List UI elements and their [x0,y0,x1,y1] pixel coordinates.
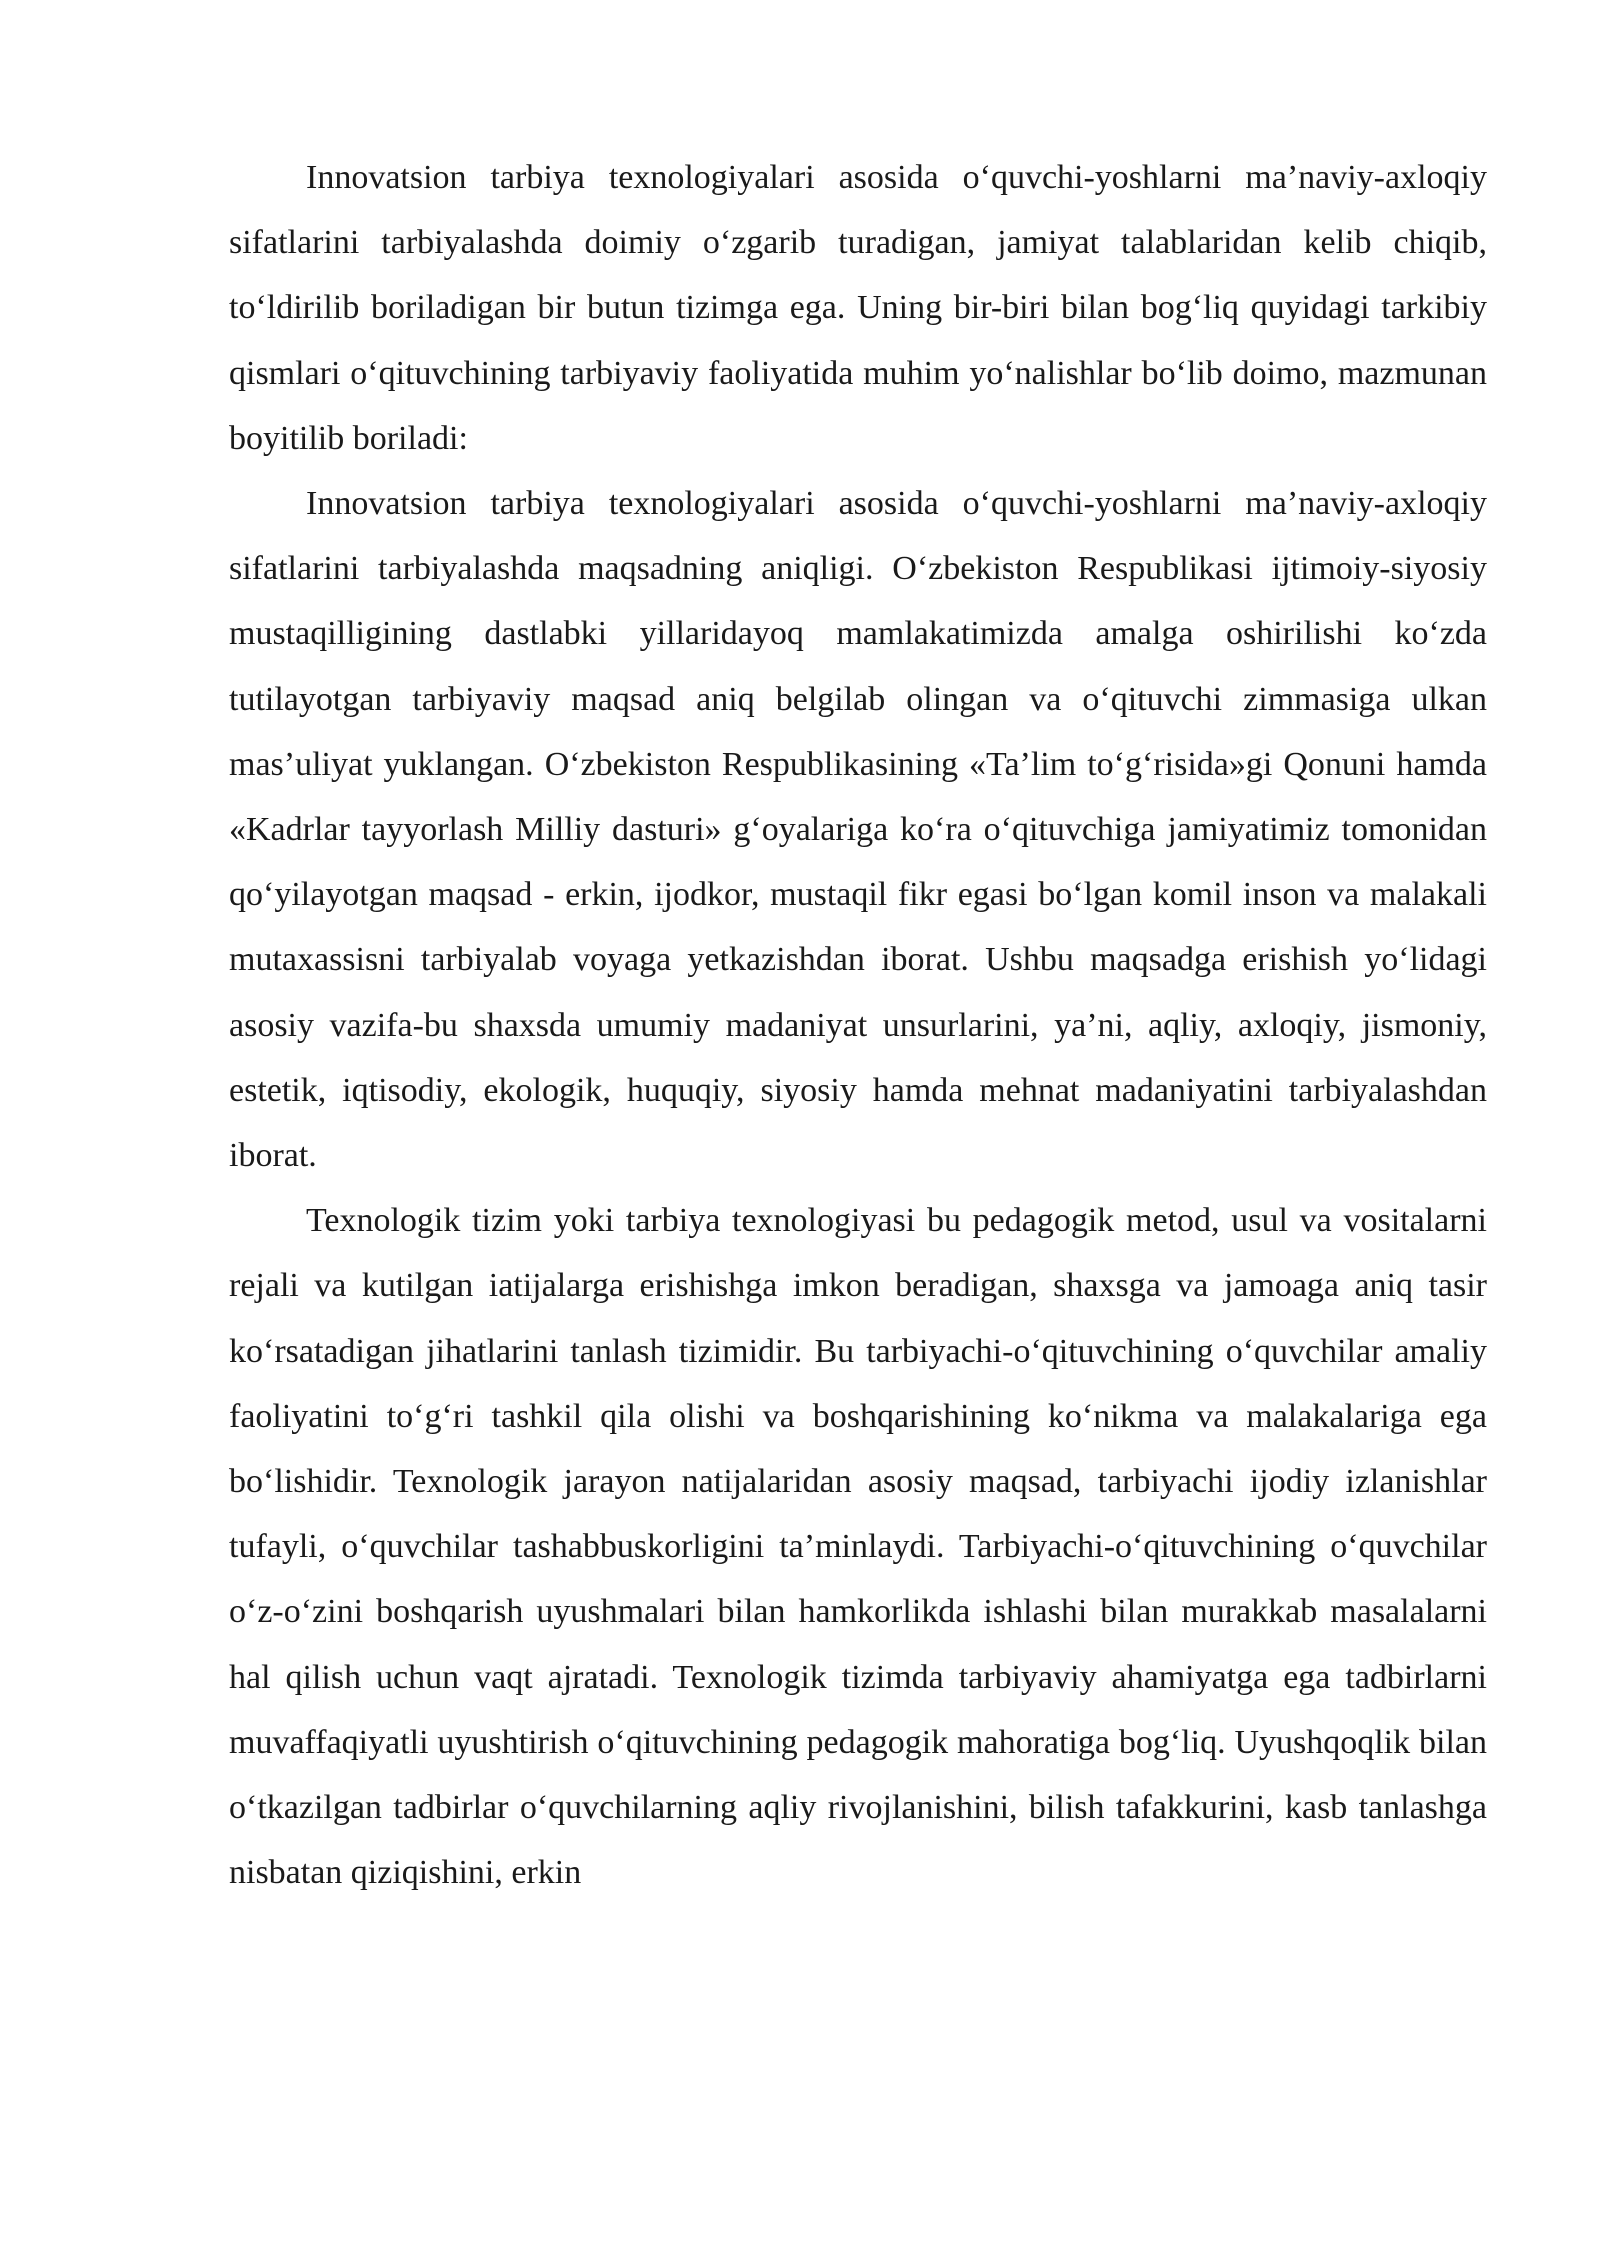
paragraph-goal-clarity: Innovatsion tarbiya texnologiyalari asosida o‘quvchi-yoshlarni ma’naviy-axloqiy sifatlarini tarbiyalashda maqsadning aniqligi. O‘zbekiston Respublikasi ijtimoiy-siyosiy mustaqilligining dastlabki yillaridayoq mamlakatimizda amalga oshirilishi ko‘zda tutilayotgan tarbiyaviy maqsad aniq belgilab olingan va o‘qituvchi zimmasiga ulkan mas’uliyat yuklangan. O‘zbekiston Respublikasining «Ta’lim to‘g‘risida»gi Qonuni hamda «Kadrlar tayyorlash Milliy dasturi» g‘oyalariga ko‘ra o‘qituvchiga jamiyatimiz tomonidan qo‘yilayotgan maqsad - erkin, ijodkor, mustaqil fikr egasi bo‘lgan komil inson va malakali mutaxassisni tarbiyalab voyaga yetkazishdan iborat. Ushbu maqsadga erishish yo‘lidagi asosiy vazifa-bu shaxsda umumiy madaniyat unsurlarini, ya’ni, aqliy, axloqiy, jismoniy, estetik, iqtisodiy, ekologik, huquqiy, siyosiy hamda mehnat madaniyatini tarbiyalashdan iborat. [229,485,1487,1175]
body-text [229,145,1487,1905]
paragraph-technological-system: Texnologik tizim yoki tarbiya texnologiyasi bu pedagogik metod, usul va vositalarni rejali va kutilgan iatijalarga erishishga imkon beradigan, shaxsga va jamoaga aniq tasir ko‘rsatadigan jihatlarini tanlash tizimidir. Bu tarbiyachi-o‘qituvchining o‘quvchilar amaliy faoliyatini to‘g‘ri tashkil qila olishi va boshqarishining ko‘nikma va malakalariga ega bo‘lishidir. Texnologik jarayon natijalaridan asosiy maqsad, tarbiyachi ijodiy izlanishlar tufayli, o‘quvchilar tashabbuskorligini ta’minlaydi. Tarbiyachi-o‘qituvchining o‘quvchilar o‘z-o‘zini boshqarish uyushmalari bilan hamkorlikda ishlashi bilan murakkab masalalarni hal qilish uchun vaqt ajratadi. Texnologik tizimda tarbiyaviy ahamiyatga ega tadbirlarni muvaffaqiyatli uyushtirish o‘qituvchining pedagogik mahoratiga bog‘liq. Uyushqoqlik bilan o‘tkazilgan tadbirlar o‘quvchilarning aqliy rivojlanishini, bilish tafakkurini, kasb tanlashga nisbatan qiziqishini, erkin [229,1202,1487,1892]
paragraph-innovation-system: Innovatsion tarbiya texnologiyalari asosida o‘quvchi-yoshlarni ma’naviy-axloqiy sifatlarini tarbiyalashda doimiy o‘zgarib turadigan, jamiyat talablaridan kelib chiqib, to‘ldirilib boriladigan bir butun tizimga ega. Uning bir-biri bilan bog‘liq quyidagi tarkibiy qismlari o‘qituvchining tarbiyaviy faoliyatida muhim yo‘nalishlar bo‘lib doimo, mazmunan boyitilib boriladi: [229,159,1487,457]
